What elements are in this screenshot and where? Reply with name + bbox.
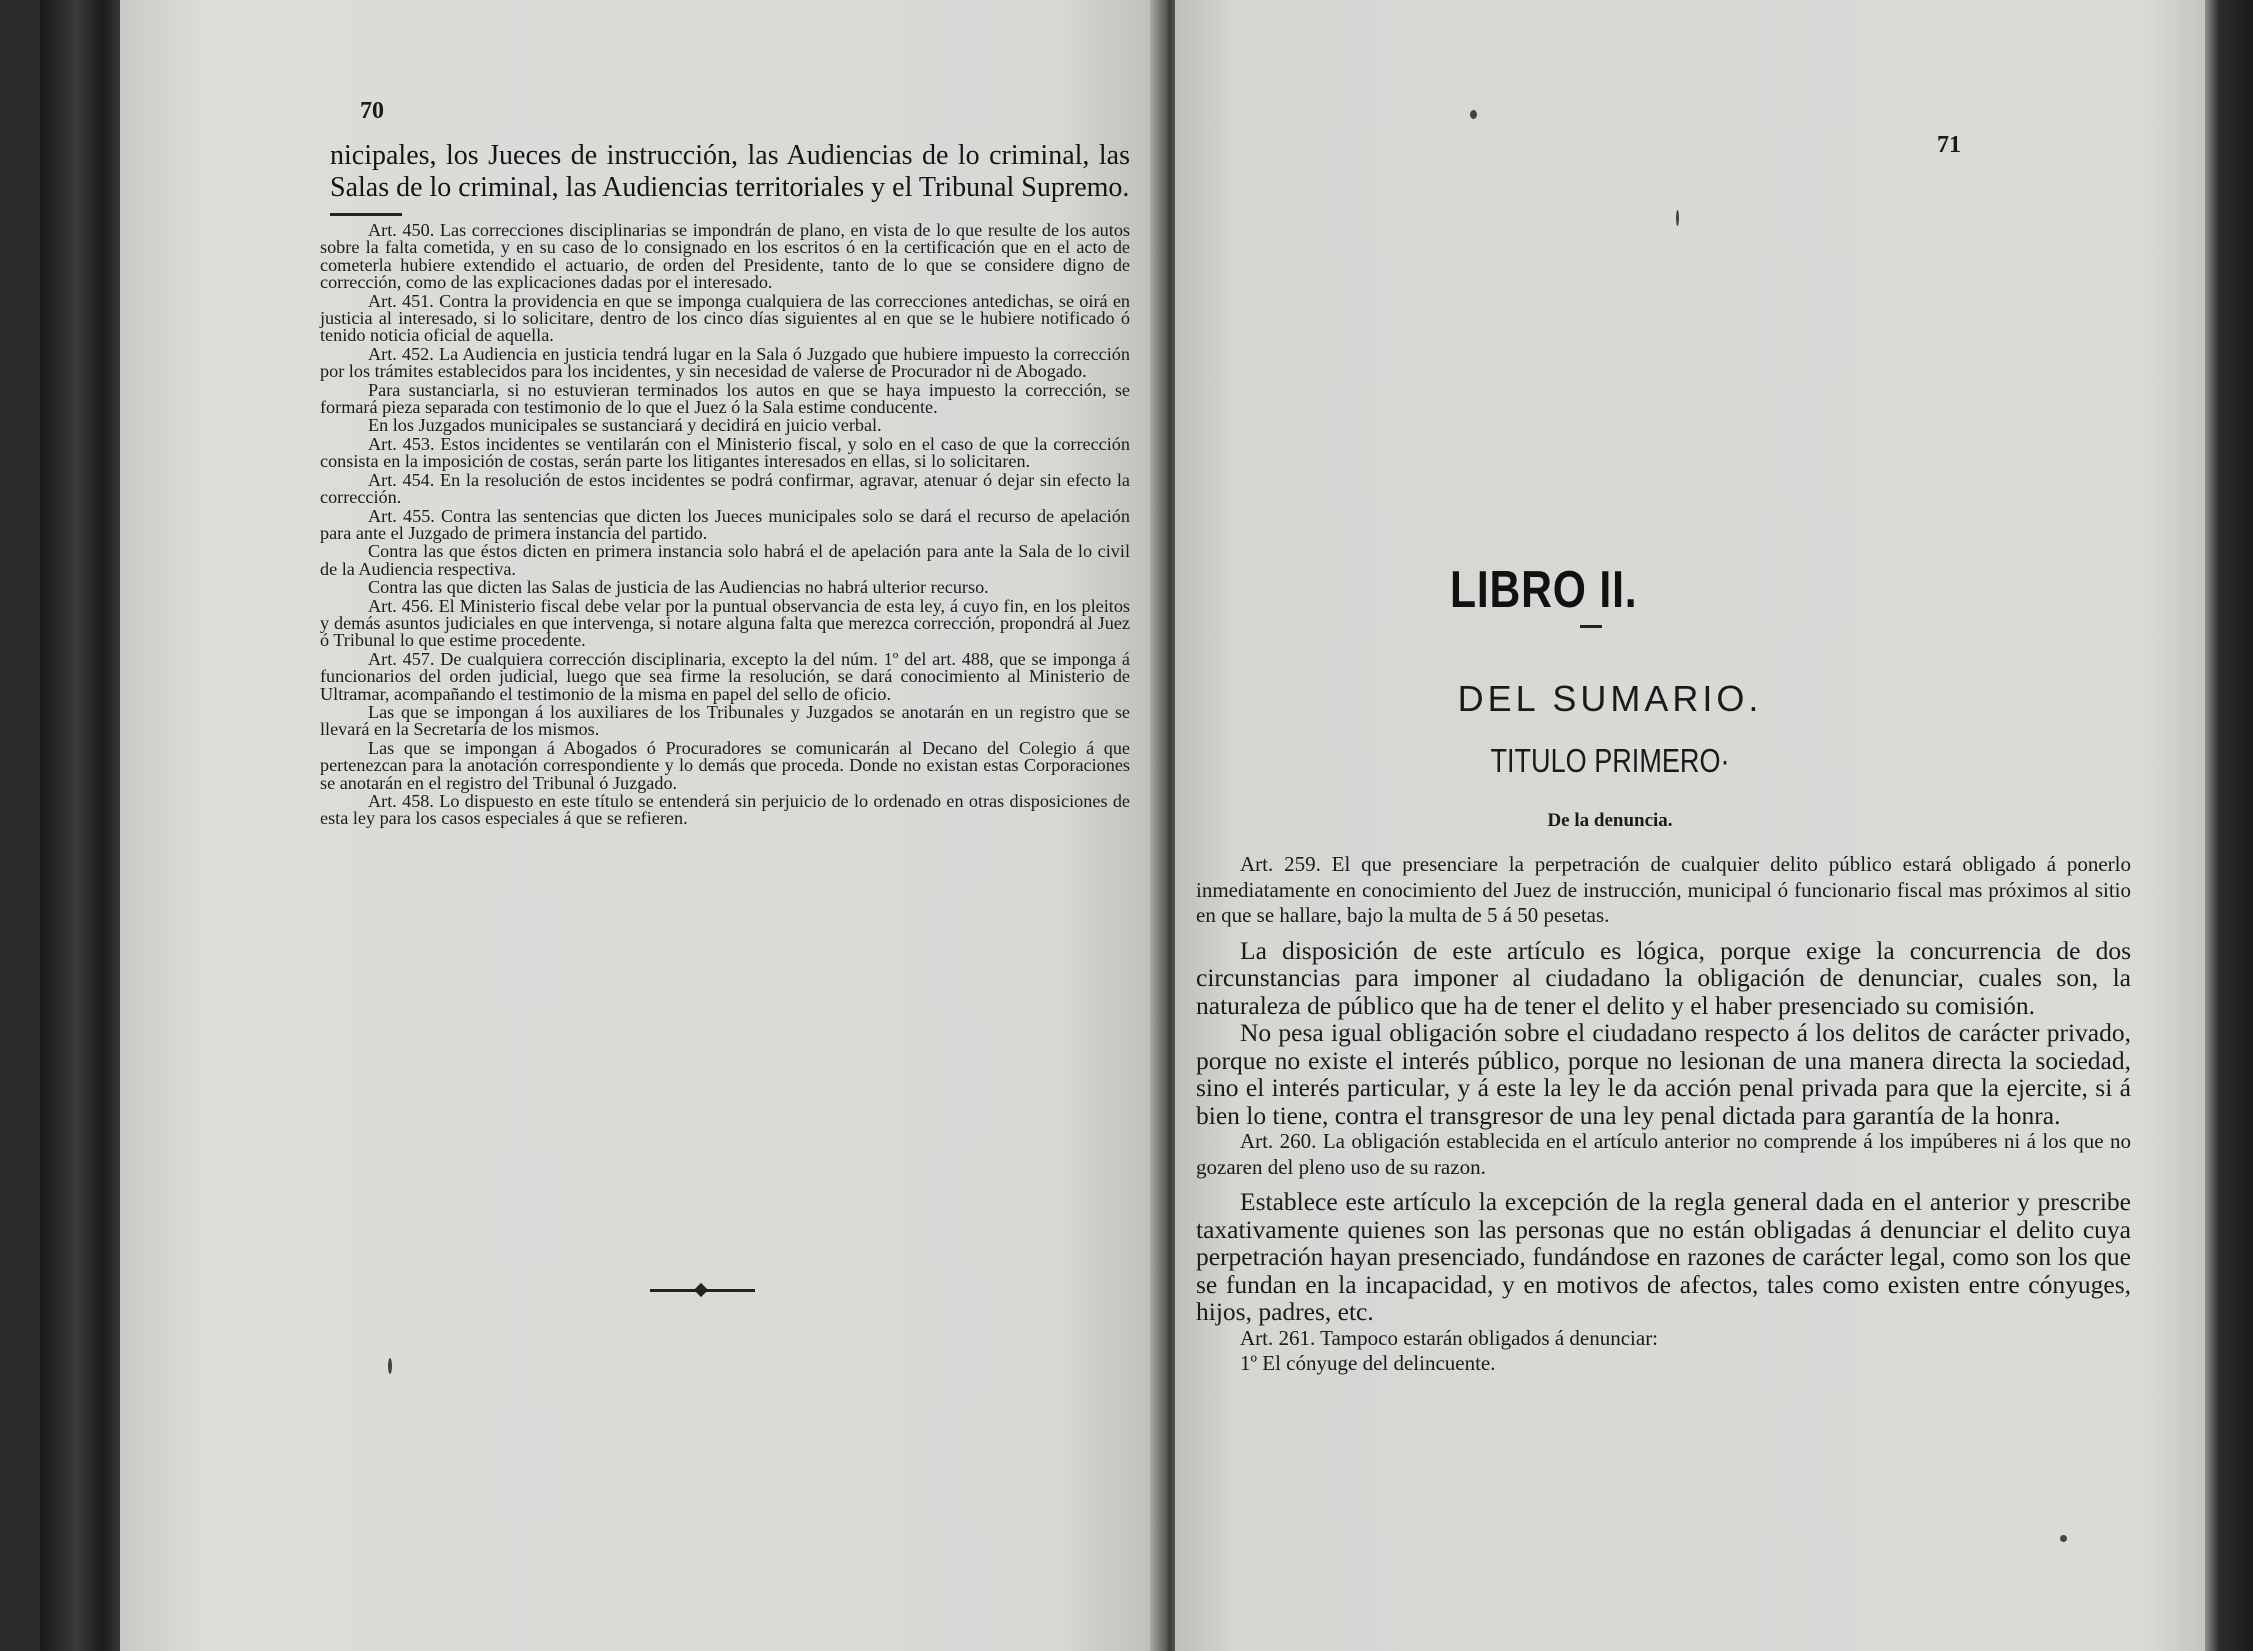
commentary-paragraph: No pesa igual obligación sobre el ciudadano respecto á los delitos de carácter privado, porque no existe el interés público, porque no lesionan de una manera directa la sociedad, sino el interés particular, y á este la ley le da acción penal privada para que la ejercite, si á bien lo tiene, contra el transgresor de una ley penal dictada para garantía de la honra.: [1196, 1018, 2131, 1130]
scan-speck: [1470, 110, 1477, 119]
article-paragraph: Art. 453. Estos incidentes se ventilarán con el Ministerio fiscal, y solo en el caso de que la corrección consista en la imposición de costas, serán parte los litigantes interesados en ellas, si lo solicitaren.: [320, 433, 1130, 472]
commentary-paragraph: La disposición de este artículo es lógica, porque exige la concurrencia de dos circunstancias para imponer al ciudadano la obligación de denunciar, cuales son, la naturaleza de público que ha de tener el delito y el haber presenciado su comisión.: [1196, 935, 2131, 1020]
article-paragraph: Art. 458. Lo dispuesto en este título se entenderá sin perjuicio de lo ordenado en otras disposiciones de esta ley para los casos especiales á que se refieren.: [320, 791, 1130, 829]
article-paragraph: Art. 451. Contra la providencia en que se imponga cualquiera de las correcciones antedichas, se oirá en justicia al interesado, si lo solicitare, dentro de los cinco días siguientes al en que se le hubiere notificado ó tenido noticia oficial de aquella.: [320, 290, 1130, 346]
subtitle-heading: De la denuncia.: [1547, 810, 1673, 831]
section-heading: DEL SUMARIO.: [1457, 678, 1763, 719]
article-paragraph: Art. 454. En la resolución de estos incidentes se podrá confirmar, agravar, atenuar ó dejar sin efecto la corrección.: [320, 469, 1130, 508]
statute-paragraph: Art. 259. El que presenciare la perpetración de cualquier delito público estará obligado á ponerlo inmediatamente en conocimiento del Juez de instrucción, municipal ó funcionario fiscal mas próximos al sitio en que se hallare, bajo la multa de 5 á 50 pesetas.: [1196, 852, 2131, 927]
right-page-edge: [2205, 0, 2253, 1651]
article-paragraph: Art. 452. La Audiencia en justicia tendrá lugar en la Sala ó Juzgado que hubiere impuesto la corrección por los trámites establecidos para los incidentes, y sin necesidad de valerse de Procurador ni de Abogado.: [320, 343, 1130, 382]
left-page-number: 70: [360, 98, 384, 124]
article-paragraph: Art. 456. El Ministerio fiscal debe velar por la puntual observancia de esta ley, á cuyo fin, en los pleitos y demás asuntos judiciales en que intervenga, si notare alguna falta que merezca corrección, propondrá al Juez ó Tribunal lo que estime procedente.: [320, 595, 1130, 651]
article-paragraph: Las que se impongan á Abogados ó Procuradores se comunicarán al Decano del Colegio á que pertenezcan para la anotación correspondiente y lo demás que proceda. Donde no existan estas Corporaciones se anotarán en el registro del Tribunal ó Juzgado.: [320, 737, 1130, 793]
article-paragraph: Art. 457. De cualquiera corrección disciplinaria, excepto la del núm. 1º del art. 488, que se imponga á funcionarios del orden judicial, luego que sea firme la resolución, se dará conocimiento al Ministerio de Ultramar, acompañando el testimonio de la misma en papel del sello de oficio.: [320, 648, 1130, 704]
scan-speck: [388, 1358, 392, 1374]
article-paragraph: Art. 455. Contra las sentencias que dicten los Jueces municipales solo se dará el recurso de apelación para ante el Juzgado de primera instancia del partido.: [320, 505, 1130, 543]
statute-paragraph: Art. 260. La obligación establecida en el artículo anterior no comprende á los impúberes ni á los que no gozaren del pleno uso de su razon.: [1196, 1129, 2131, 1179]
left-page-heading: nicipales, los Jueces de instrucción, las Audiencias de lo criminal, las Salas de lo criminal, las Audiencias territoriales y el Tribunal Supremo.: [330, 140, 1130, 203]
statute-paragraph: 1º El cónyuge del delincuente.: [1240, 1351, 1496, 1375]
book-dash: [1580, 625, 1602, 628]
article-paragraph: Las que se impongan á los auxiliares de los Tribunales y Juzgados se anotarán en un registro que se llevará en la Secretaría de los mismos.: [320, 701, 1130, 740]
article-paragraph: Contra las que dicten las Salas de justicia de las Audiencias no habrá ulterior recurso.: [368, 577, 989, 598]
book-heading: LIBRO II.: [1450, 561, 1638, 619]
article-paragraph: Para sustanciarla, si no estuvieran terminados los autos en que se haya impuesto la corrección, se formará pieza separada con testimonio de lo que el Juez ó la Sala estime conducente.: [320, 379, 1130, 418]
article-paragraph: Art. 450. Las correcciones disciplinarias se impondrán de plano, en vista de lo que resulte de los autos sobre la falta cometida, y en su caso de lo consignado en los escritos ó en la certificación que en el acto de cometerla hubiere extendido el actuario, de orden del Presidente, tanto de lo que se considere digno de corrección, como de las explicaciones dadas por el interesado.: [320, 220, 1130, 293]
left-article-list: [320, 222, 1130, 829]
commentary-paragraph: Establece este artículo la excepción de la regla general dada en el anterior y prescribe taxativamente quienes son las personas que no están obligadas á denunciar el delito cuya perpetración hayan presenciado, fundándose en razones de carácter legal, como son los que se fundan en la incapacidad, y en motivos de afectos, tales como existen entre cónyuges, hijos, padres, etc.: [1196, 1187, 2131, 1326]
end-ornament: [650, 1289, 755, 1292]
title-heading: TITULO PRIMERO·: [1490, 742, 1730, 779]
article-paragraph: En los Juzgados municipales se sustanciará y decidirá en juicio verbal.: [368, 415, 882, 436]
scan-speck: [2060, 1535, 2067, 1542]
right-page-number: 71: [1937, 132, 1961, 158]
article-paragraph: Contra las que éstos dicten en primera instancia solo habrá el de apelación para ante la Sala de lo civil de la Audiencia respectiva.: [320, 541, 1130, 579]
heading-rule: [330, 213, 402, 216]
right-article-list: [1196, 852, 2131, 1377]
left-binding-edge: [40, 0, 130, 1651]
statute-paragraph: Art. 261. Tampoco estarán obligados á denunciar:: [1240, 1325, 1659, 1350]
scan-speck: [1676, 210, 1679, 226]
